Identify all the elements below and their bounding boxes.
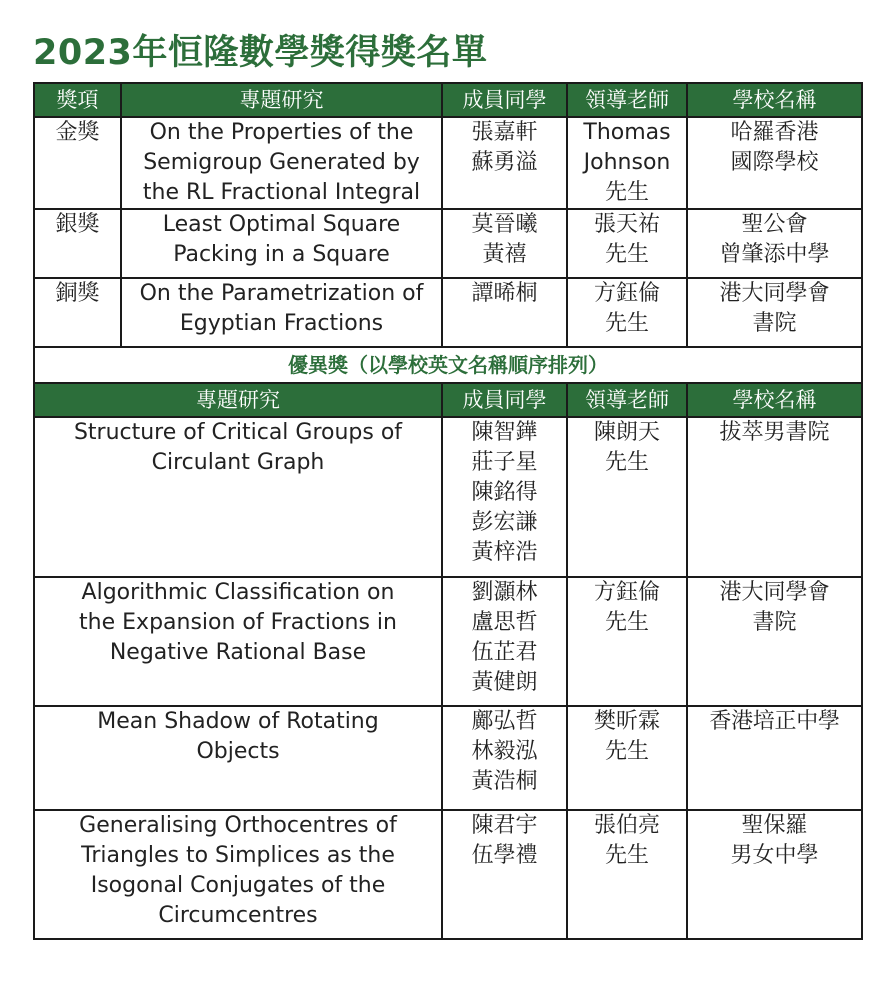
school-name: 香港培正中學 xyxy=(687,706,862,810)
silver-award-row xyxy=(34,209,862,278)
merit-award-row xyxy=(34,706,862,810)
merit-award-row xyxy=(34,417,862,577)
project-title: On the Properties of the Semigroup Generated by the RL Fractional Integral xyxy=(121,117,442,209)
teacher-name: 陳朗天 先生 xyxy=(567,417,687,577)
teacher-name: 方鈺倫 先生 xyxy=(567,577,687,706)
merit-award-row xyxy=(34,810,862,939)
teacher-name: Thomas Johnson 先生 xyxy=(567,117,687,209)
header-teacher: 領導老師 xyxy=(567,383,687,417)
project-title: Algorithmic Classification on the Expansion of Fractions in Negative Rational Base xyxy=(34,577,442,706)
school-name: 聖保羅 男女中學 xyxy=(687,810,862,939)
school-name: 哈羅香港 國際學校 xyxy=(687,117,862,209)
header-row xyxy=(34,83,862,117)
team-members: 張嘉軒 蘇勇溢 xyxy=(442,117,567,209)
project-title: Least Optimal Square Packing in a Square xyxy=(121,209,442,278)
page-title: 2023年恒隆數學獎得獎名單 xyxy=(33,33,488,73)
award-name: 銅獎 xyxy=(34,278,121,347)
header-project: 專題研究 xyxy=(34,383,442,417)
header-members: 成員同學 xyxy=(442,83,567,117)
header-school: 學校名稱 xyxy=(687,83,862,117)
merit-award-row xyxy=(34,577,862,706)
team-members: 陳智鏵 莊子星 陳銘得 彭宏謙 黃梓浩 xyxy=(442,417,567,577)
school-name: 港大同學會 書院 xyxy=(687,278,862,347)
header-award: 獎項 xyxy=(34,83,121,117)
header-project: 專題研究 xyxy=(121,83,442,117)
project-title: Mean Shadow of Rotating Objects xyxy=(34,706,442,810)
project-title: Generalising Orthocentres of Triangles to Simplices as the Isogonal Conjugates of the Circumcentres xyxy=(34,810,442,939)
teacher-name: 樊昕霖 先生 xyxy=(567,706,687,810)
team-members: 譚晞桐 xyxy=(442,278,567,347)
merit-header-row xyxy=(34,383,862,417)
school-name: 聖公會 曾肇添中學 xyxy=(687,209,862,278)
merit-section-row xyxy=(34,347,862,383)
project-title: Structure of Critical Groups of Circulant Graph xyxy=(34,417,442,577)
school-name: 拔萃男書院 xyxy=(687,417,862,577)
school-name: 港大同學會 書院 xyxy=(687,577,862,706)
team-members: 莫晉曦 黃禧 xyxy=(442,209,567,278)
header-members: 成員同學 xyxy=(442,383,567,417)
teacher-name: 張伯亮 先生 xyxy=(567,810,687,939)
teacher-name: 張天祐 先生 xyxy=(567,209,687,278)
merit-section-title: 優異獎（以學校英文名稱順序排列） xyxy=(34,347,862,383)
gold-award-row xyxy=(34,117,862,209)
teacher-name: 方鈺倫 先生 xyxy=(567,278,687,347)
team-members: 劉灝林 盧思哲 伍芷君 黃健朗 xyxy=(442,577,567,706)
project-title: On the Parametrization of Egyptian Fractions xyxy=(121,278,442,347)
awards-table xyxy=(33,82,863,940)
bronze-award-row xyxy=(34,278,862,347)
team-members: 陳君宇 伍學禮 xyxy=(442,810,567,939)
header-school: 學校名稱 xyxy=(687,383,862,417)
award-name: 銀獎 xyxy=(34,209,121,278)
header-teacher: 領導老師 xyxy=(567,83,687,117)
award-name: 金獎 xyxy=(34,117,121,209)
team-members: 鄺弘哲 林毅泓 黃浩桐 xyxy=(442,706,567,810)
